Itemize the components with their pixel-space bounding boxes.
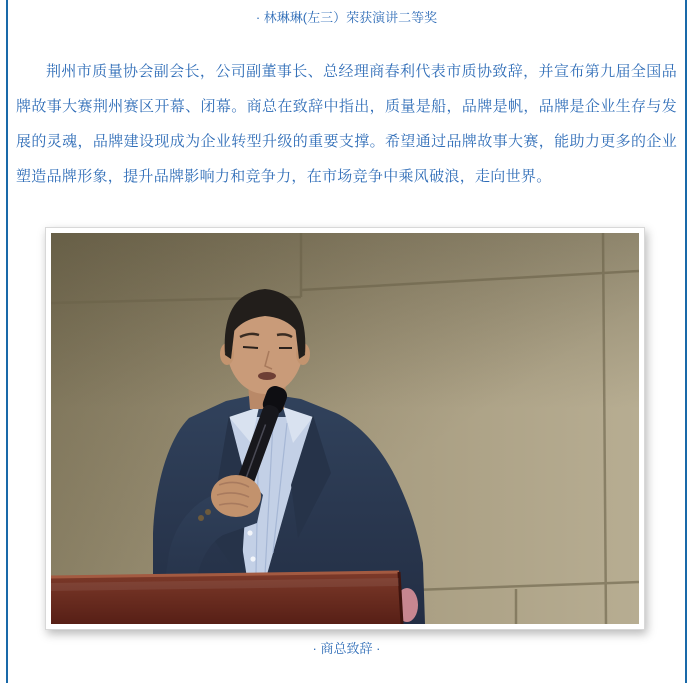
podium [51,572,402,624]
speech-photo[interactable] [45,227,645,630]
photo-caption: · 商总致辞 · [312,641,381,656]
article-content [8,0,685,658]
shirt-button [247,530,252,535]
speech-photo-illustration [51,233,639,624]
hand [211,475,261,517]
page-right-border [685,0,687,683]
sleeve-button [198,515,204,521]
award-caption: · 林琳琳(左三）荣获演讲二等奖 [255,10,438,25]
shirt-button [250,556,255,561]
sleeve-button [205,509,211,515]
speech-paragraph: 荆州市质量协会副会长，公司副董事长、总经理商春利代表市质协致辞，并宣布第九届全国品牌故事大赛荆州赛区开幕、闭幕。商总在致辞中指出，质量是船，品牌是帆，品牌是企业生存与发展的灵魂，品牌建设现成为企业转型升级的重要支撑。希望通过品牌故事大赛，能助力更多的企业塑造品牌形象，提升品牌影响力和竞争力，在市场竞争中乘风破浪，走向世界。 [16,63,677,185]
